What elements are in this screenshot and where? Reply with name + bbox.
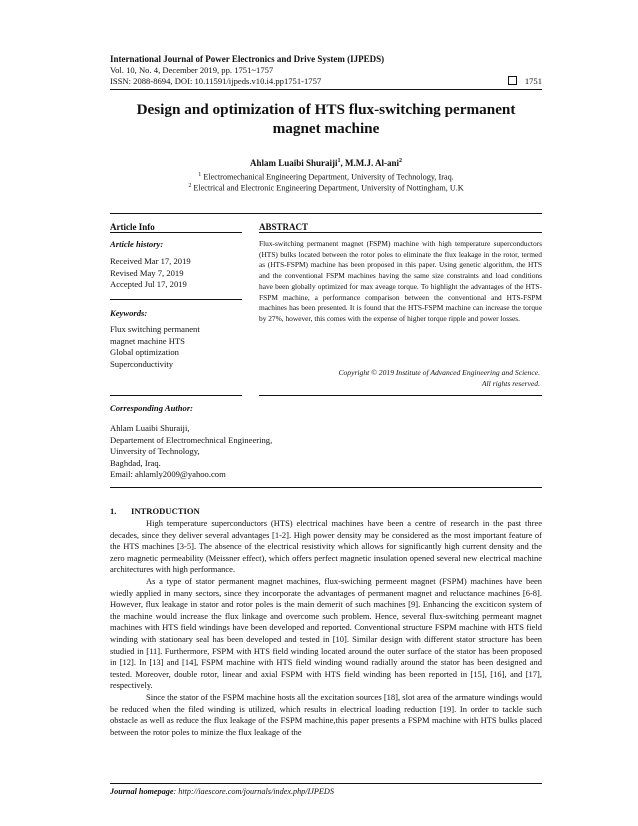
keyword-item: Flux switching permanent: [110, 324, 200, 334]
abstract-text: Flux-switching permanent magnet (FSPM) machine with high temperature superconductors (HTS) bulks located between the rotor poles to eliminate the flux leakage in the rotor, termed as (HTS-FSPM) machine has been proposed in this paper. Using genetic algorithm, the HTS and the conventional FSPM machines having the same size constraints and load conditions have been globally optimized for max aveage torque. To highlight the advantages of the HTS-FSPM machine, a performance comparison between the conventional and HTS-FSPM machines has been presented. It is found that the HTS-FSPM machine can increase the torque by 27%, however, this comes with the expense of higher torque ripple and power losses.: [259, 239, 542, 323]
author-list: [110, 156, 542, 169]
footer-rule: [110, 783, 542, 784]
affiliation-2: [110, 181, 542, 194]
title-line-2: magnet machine: [272, 120, 380, 137]
copyright-line-2: All rights reserved.: [481, 378, 540, 388]
copyright-notice: [259, 368, 540, 389]
issn-doi: ISSN: 2088-8694, DOI: 10.11591/ijpeds.v10.i4.pp1751-1757: [110, 76, 322, 86]
page-number: 1751: [524, 76, 542, 86]
section-title: INTRODUCTION: [131, 506, 200, 516]
author-1-affil-mark: 1: [337, 158, 341, 164]
intro-paragraph: As a type of stator permanent magnet machines, flux-swiching permeent magnet (FSPM) machines have been wiedly applied in many sectors, since they incorporate the advantages of permanent magnet and reluctance machines [6-8]. However, flux leakage in stator and rotor poles is the main demerit of such machines [9]. Enhancing the exciticon system of the machine would increase the flux linkage and overcome such problem. Hence, several flux-switching permeant magnet machines with HTS field windings have been developed and reported. Conventional structure FSPM machine with HTS field winding with stationary seal has been developed and tested in [10]. Similar design with different stator structure has been studied in [11]. Furthermore, FSPM with HTS field winding located around the outer surface of the stator has been proposed in [12]. In [13] and [14], FSPM machine with HTS field winding wound radially around the stator has been designed and tested. Moreover, double rotor, linear and axial FSPM with HTS field winding has been reported in [15], [16], and [17], respectively.: [110, 575, 542, 691]
corresponding-name: Ahlam Luaibi Shuraiji,: [110, 423, 190, 433]
article-history: [110, 256, 240, 291]
square-icon: [508, 76, 517, 85]
corresponding-university: Uinversity of Technology,: [110, 446, 200, 457]
keywords-list: [110, 324, 240, 370]
author-separator: ,: [340, 158, 346, 168]
title-line-1: Design and optimization of HTS flux-switching permanent: [136, 101, 516, 118]
section-heading-introduction: [110, 506, 200, 517]
corresponding-department: Departement of Electromechnical Engineering,: [110, 434, 273, 445]
affiliation-1-mark: 1: [198, 172, 202, 178]
intro-paragraph: High temperature superconductors (HTS) electrical machines have been a centre of research in the past three decades, since they deliver several advantages [1-2]. High power density may be considered as the most important feature of the HTS machines [3-5]. The absence of the electrical resistivity which allows for significantly high current density and the zero magnetic permeability (Meissner effect), which offers perfect magnetic insulation opened several new electrical machine architectures with high performance.: [110, 518, 542, 575]
section-number: 1.: [110, 506, 117, 516]
corresponding-email[interactable]: Email: ahlamly2009@yahoo.com: [110, 469, 226, 480]
history-revised: Revised May 7, 2019: [110, 267, 184, 278]
volume-info: Vol. 10, No. 4, December 2019, pp. 1751~1757: [110, 65, 274, 75]
author-1: Ahlam Luaibi Shuraiji: [249, 158, 338, 168]
introduction-body: [110, 518, 542, 738]
intro-paragraph: Since the stator of the FSPM machine hosts all the excitation sources [18], slot area of the armature windings would be reduced when the filed winding is utilized, which results in electrical loading reduction [19]. In order to tackle such obstacle as well as reduce the flux leakage of the FSPM machine,this paper presents a FSPM machine with HTS bulks placed between the rotor poles to minize the flux leakage of the: [110, 691, 542, 737]
keywords-heading: Keywords:: [110, 308, 148, 318]
homepage-link[interactable]: : http://iaescore.com/journals/index.php/IJPEDS: [173, 787, 334, 796]
homepage-label: Journal homepage: [110, 787, 174, 796]
keyword-item: magnet machine HTS: [110, 335, 185, 346]
history-accepted: Accepted Jul 17, 2019: [110, 279, 187, 290]
paper-title: [110, 100, 542, 138]
corresponding-city: Baghdad, Iraq.: [110, 457, 161, 468]
keyword-item: Superconductivity: [110, 358, 174, 369]
journal-homepage: [110, 787, 334, 797]
keywords-bottom-rule: [110, 395, 242, 396]
corresponding-author-heading: Corresponding Author:: [110, 403, 194, 413]
abstract-heading: ABSTRACT: [259, 222, 309, 232]
header-rule: [110, 89, 542, 90]
article-info-heading: Article Info: [110, 222, 155, 232]
copyright-line-1: Copyright © 2019 Institute of Advanced Engineering and Science.: [338, 368, 540, 377]
page-number-block: [508, 76, 542, 87]
author-2: M.M.J. Al-ani: [345, 158, 400, 168]
article-history-heading: Article history:: [110, 239, 164, 249]
affiliation-1-text: Electromechanical Engineering Department, University of Technology, Iraq.: [201, 172, 454, 182]
affiliation-2-mark: 2: [188, 183, 192, 189]
corresponding-author-details: [110, 423, 410, 481]
keyword-item: Global optimization: [110, 347, 179, 358]
affiliation-2-text: Electrical and Electronic Engineering Department, University of Nottingham, U.K: [191, 183, 464, 193]
abstract-bottom-rule: [259, 395, 542, 396]
journal-name: International Journal of Power Electronics and Drive System (IJPEDS): [110, 54, 385, 64]
history-received: Received Mar 17, 2019: [110, 256, 191, 266]
author-2-affil-mark: 2: [399, 158, 403, 164]
history-keywords-rule: [110, 299, 242, 300]
corresponding-bottom-rule: [110, 487, 542, 488]
info-box-top-rule: [110, 213, 542, 214]
